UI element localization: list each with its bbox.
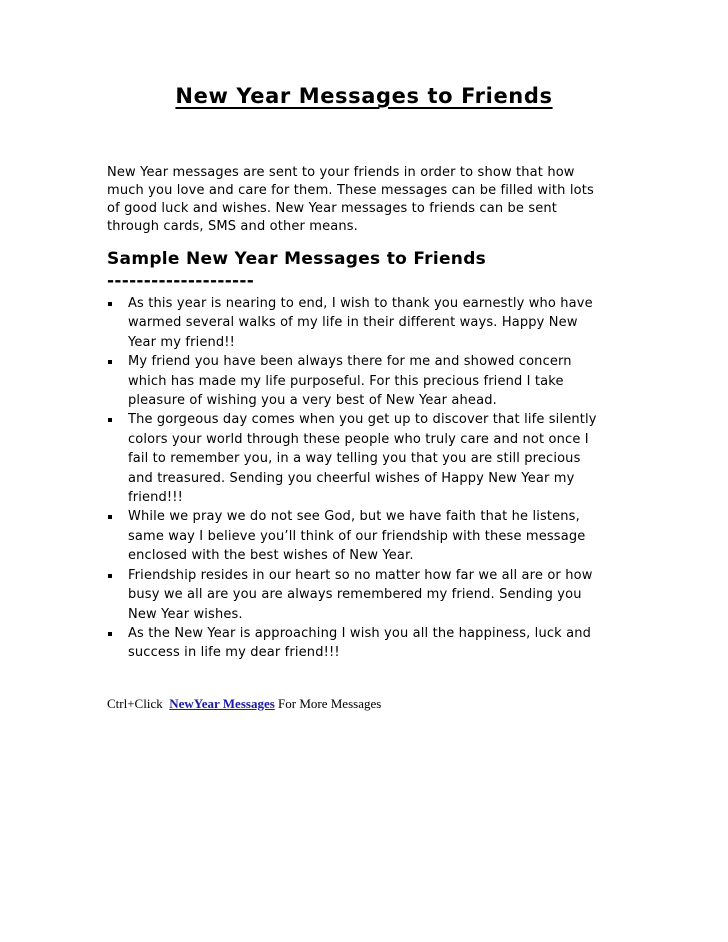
list-item-line: which has made my life purposeful. For this precious friend I take xyxy=(128,373,564,389)
list-item-line: and treasured. Sending you cheerful wishes of Happy New Year my xyxy=(128,470,575,486)
list-item-line: enclosed with the best wishes of New Year. xyxy=(128,548,414,564)
list-item xyxy=(107,566,627,624)
message-list xyxy=(107,294,627,663)
list-item-line: While we pray we do not see God, but we have faith that he listens, xyxy=(128,509,580,525)
list-item xyxy=(107,410,627,507)
bullet-square-icon xyxy=(108,302,112,306)
list-item xyxy=(107,507,627,565)
list-item xyxy=(107,294,627,352)
list-item-line: New Year wishes. xyxy=(128,606,243,622)
page-title xyxy=(0,84,728,108)
section-heading-text: Sample New Year Messages to Friends xyxy=(107,249,487,269)
bullet-square-icon xyxy=(108,360,112,364)
list-item-line: busy we all are you are always remembered my friend. Sending you xyxy=(128,587,582,603)
list-item-line: pleasure of wishing you a very best of New Year ahead. xyxy=(128,393,497,409)
list-item-line: same way I believe you’ll think of our friendship with these message xyxy=(128,528,586,544)
intro-line: through cards, SMS and other means. xyxy=(107,219,358,234)
list-item xyxy=(107,624,627,663)
intro-line: of good luck and wishes. New Year messages to friends can be sent xyxy=(107,201,558,216)
list-item-line: friend!!! xyxy=(128,490,184,506)
bullet-square-icon xyxy=(108,418,112,422)
intro-paragraph xyxy=(107,164,627,236)
footer-prefix: Ctrl+Click xyxy=(107,696,163,711)
bullet-square-icon xyxy=(108,632,112,636)
section-heading-rule: -------------------- xyxy=(107,271,255,291)
intro-line: much you love and care for them. These messages can be filled with lots xyxy=(107,183,594,198)
list-item-line: colors your world through these people who truly care and not once I xyxy=(128,431,589,447)
list-item-line: Friendship resides in our heart so no matter how far we all are or how xyxy=(128,567,593,583)
list-item-line: The gorgeous day comes when you get up to discover that life silently xyxy=(128,412,597,428)
list-item-line: fail to remember you, in a way telling you that you are still precious xyxy=(128,451,581,467)
list-item-line: As this year is nearing to end, I wish to thank you earnestly who have xyxy=(128,296,593,311)
newyear-messages-link[interactable]: NewYear Messages xyxy=(169,696,275,711)
footer-suffix: For More Messages xyxy=(278,696,382,711)
list-item xyxy=(107,352,627,410)
list-item-line: My friend you have been always there for me and showed concern xyxy=(128,354,572,370)
list-item-line: warmed several walks of my life in their different ways. Happy New xyxy=(128,315,578,331)
list-item-line: success in life my dear friend!!! xyxy=(128,645,340,661)
list-item-line: As the New Year is approaching I wish you all the happiness, luck and xyxy=(128,625,591,641)
intro-line: New Year messages are sent to your friends in order to show that how xyxy=(107,165,575,180)
bullet-square-icon xyxy=(108,515,112,519)
page-title-text: New Year Messages to Friends xyxy=(175,84,553,108)
list-item-line: Year my friend!! xyxy=(128,334,235,350)
section-heading xyxy=(107,248,627,292)
bullet-square-icon xyxy=(108,574,112,578)
footer-line xyxy=(107,696,381,712)
